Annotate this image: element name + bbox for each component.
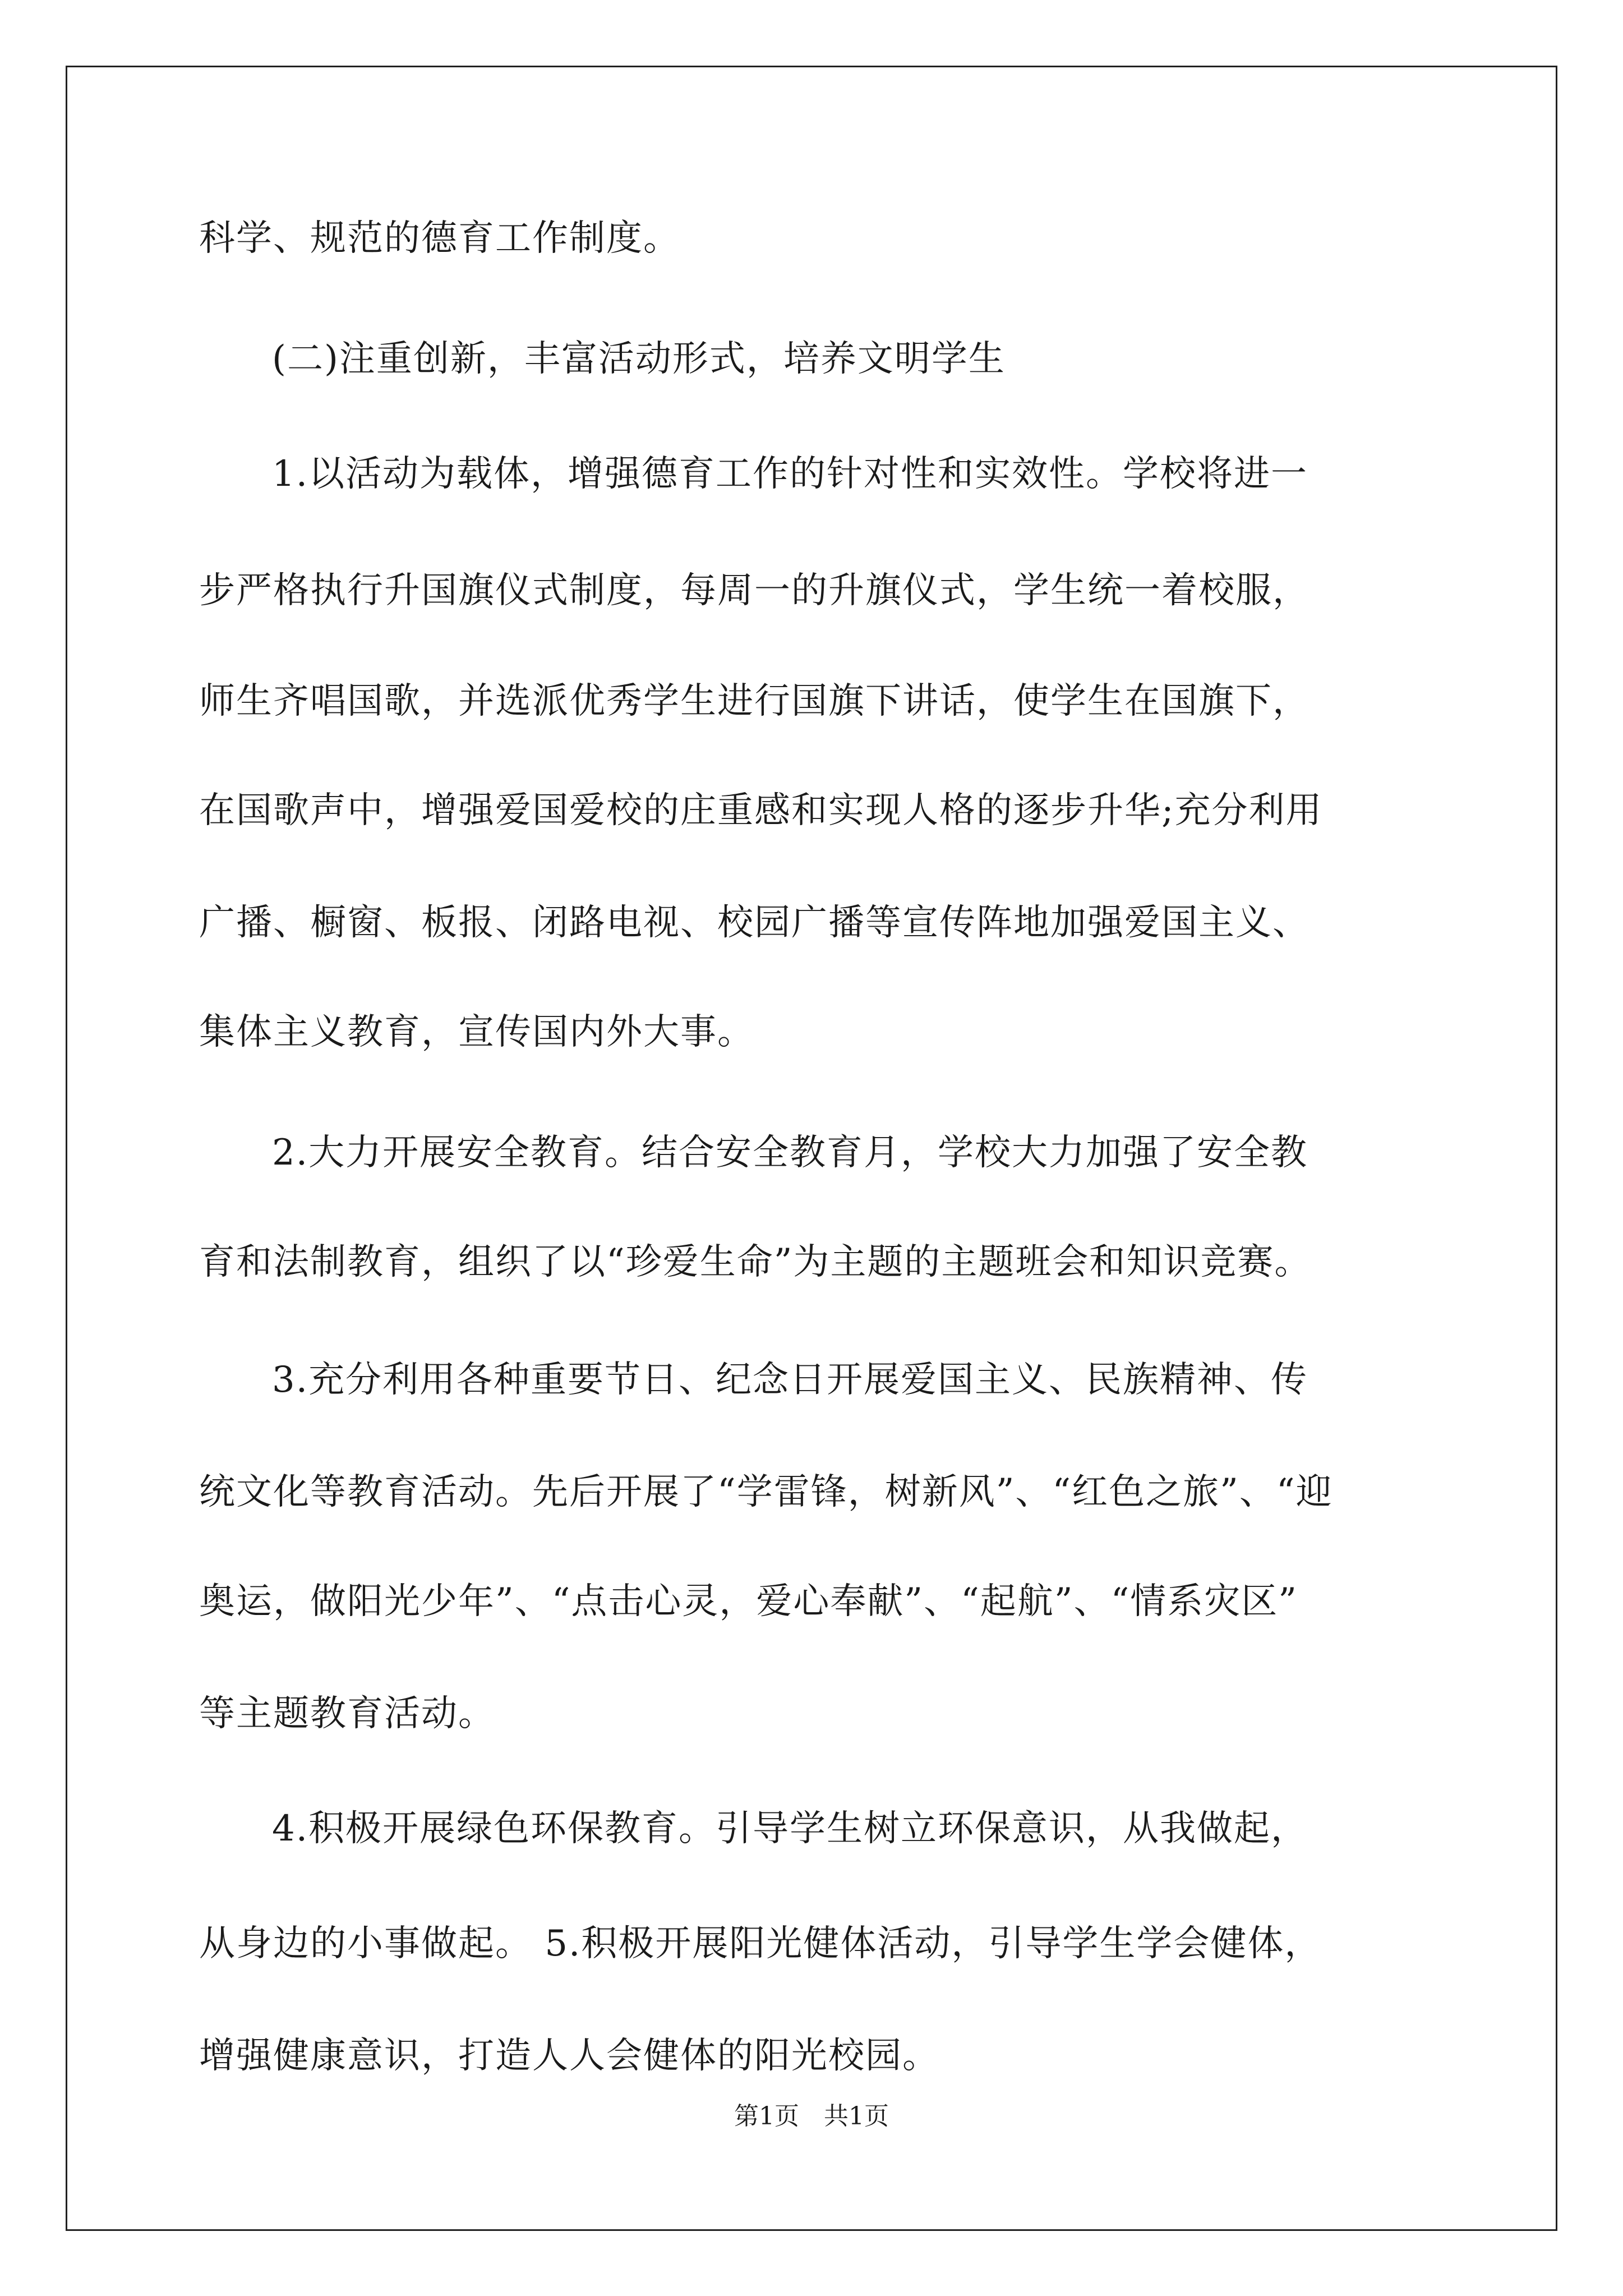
text-line: 育和法制教育，组织了以“珍爱生命”为主题的主题班会和知识竞赛。 [199, 1241, 1312, 1283]
text-line: 增强健康意识，打造人人会健体的阳光校园。 [199, 2035, 939, 2077]
text-line: 师生齐唱国歌，并选派优秀学生进行国旗下讲话，使学生在国旗下， [199, 680, 1310, 722]
text-line: 集体主义教育，宣传国内外大事。 [199, 1011, 754, 1053]
text-line: 统文化等教育活动。先后开展了“学雷锋，树新风”、“红色之旅”、“迎 [199, 1471, 1333, 1513]
text-line: 科学、规范的德育工作制度。 [199, 218, 680, 259]
text-line: 从身边的小事做起。 5.积极开展阳光健体活动，引导学生学会健体， [199, 1923, 1322, 1964]
text-line: 奥运，做阳光少年”、“点击心灵，爱心奉献”、“起航”、“情系灾区” [199, 1581, 1298, 1622]
text-line: 3.充分利用各种重要节日、纪念日开展爱国主义、民族精神、传 [272, 1359, 1308, 1401]
text-line: 1.以活动为载体，增强德育工作的针对性和实效性。学校将进一 [272, 453, 1308, 495]
text-line: 4.积极开展绿色环保教育。引导学生树立环保意识，从我做起， [272, 1808, 1308, 1849]
text-line: 等主题教育活动。 [199, 1693, 495, 1734]
section-heading: (二)注重创新，丰富活动形式，培养文明学生 [272, 338, 1006, 380]
text-line: 2.大力开展安全教育。结合安全教育月，学校大力加强了安全教 [272, 1132, 1308, 1174]
text-line: 步严格执行升国旗仪式制度，每周一的升旗仪式，学生统一着校服， [199, 570, 1310, 611]
page-footer: 第1页 共1页 [734, 2102, 889, 2131]
text-line: 在国歌声中，增强爱国爱校的庄重感和实现人格的逐步升华;充分利用 [199, 790, 1323, 831]
text-line: 广播、橱窗、板报、闭路电视、校园广播等宣传阵地加强爱国主义、 [199, 902, 1310, 944]
